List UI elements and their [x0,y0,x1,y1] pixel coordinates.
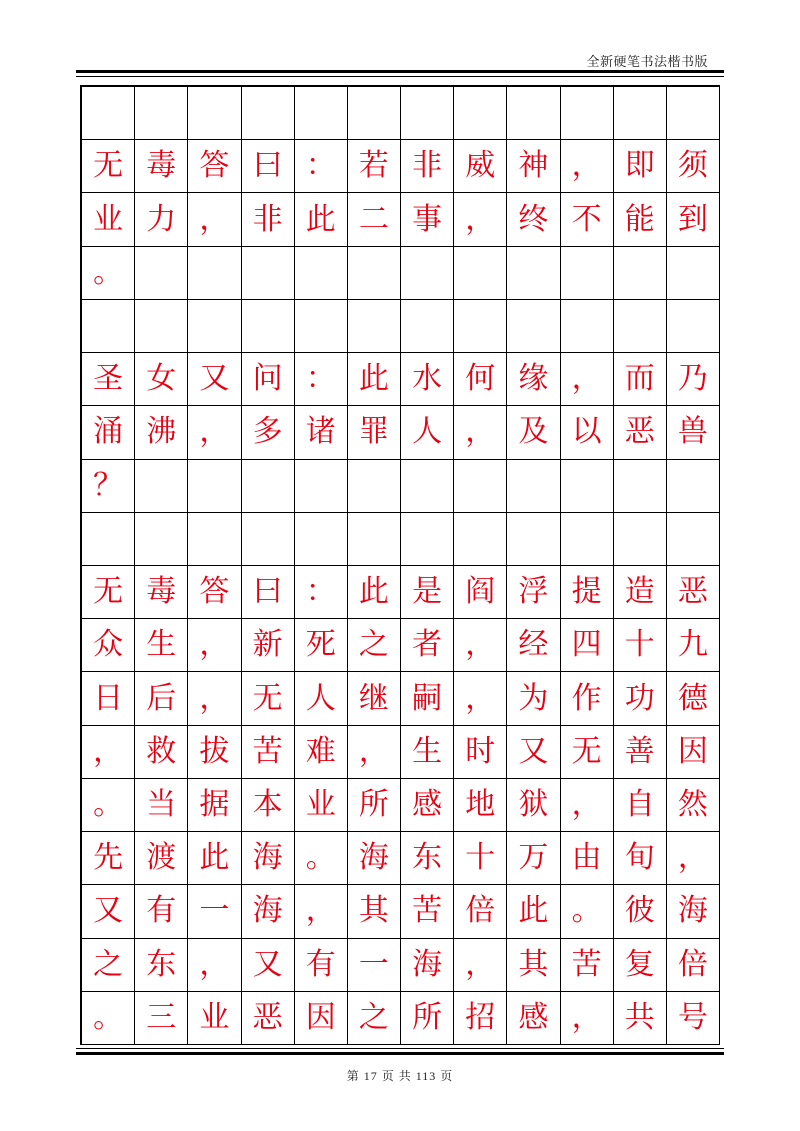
grid-cell: 到 [667,193,720,246]
grid-cell: 海 [348,832,401,885]
grid-cell: 德 [667,672,720,725]
grid-cell [135,513,188,566]
grid-cell: 复 [614,939,667,992]
grid-cell: 生 [135,619,188,672]
grid-cell: 威 [454,140,507,193]
grid-cell [242,87,295,140]
grid-cell: 非 [242,193,295,246]
grid-cell: ， [188,672,241,725]
grid-cell: 由 [561,832,614,885]
grid-cell [188,513,241,566]
grid-cell: 此 [348,566,401,619]
grid-cell: 业 [82,193,135,246]
grid-cell: ， [188,406,241,459]
grid-cell [401,247,454,300]
grid-cell: ， [348,726,401,779]
grid-cell: 十 [454,832,507,885]
grid-cell [454,460,507,513]
grid-cell [507,247,560,300]
grid-cell: 苦 [401,885,454,938]
grid-cell: 造 [614,566,667,619]
grid-cell: 生 [401,726,454,779]
document-title: 全新硬笔书法楷书版 [586,55,708,70]
grid-cell: ， [561,140,614,193]
grid-cell: 。 [82,992,135,1045]
grid-cell: 须 [667,140,720,193]
grid-cell: 有 [135,885,188,938]
grid-cell: 非 [401,140,454,193]
grid-cell: 十 [614,619,667,672]
grid-cell: 海 [667,885,720,938]
grid-cell: 乃 [667,353,720,406]
grid-cell [401,87,454,140]
grid-cell [561,460,614,513]
grid-cell: 答 [188,140,241,193]
grid-cell: ： [295,353,348,406]
grid-cell [82,87,135,140]
grid-cell: 然 [667,779,720,832]
grid-cell: 多 [242,406,295,459]
grid-cell [242,247,295,300]
grid-cell: ， [454,406,507,459]
grid-cell: 。 [82,247,135,300]
grid-cell [242,300,295,353]
grid-cell [188,87,241,140]
grid-cell [348,87,401,140]
grid-cell: 继 [348,672,401,725]
grid-cell: 招 [454,992,507,1045]
grid-cell [507,513,560,566]
grid-cell: 难 [295,726,348,779]
grid-cell: 。 [82,779,135,832]
grid-cell [561,247,614,300]
grid-cell: 渡 [135,832,188,885]
grid-cell: 地 [454,779,507,832]
grid-cell [242,513,295,566]
grid-cell: 终 [507,193,560,246]
grid-cell: 感 [507,992,560,1045]
grid-cell: 恶 [667,566,720,619]
grid-cell: ， [454,193,507,246]
grid-cell [507,300,560,353]
grid-cell: ， [667,832,720,885]
grid-cell: ， [454,672,507,725]
grid-cell: 一 [348,939,401,992]
grid-cell [667,300,720,353]
grid-cell [561,300,614,353]
grid-cell: 二 [348,193,401,246]
grid-cell [82,300,135,353]
grid-cell: 救 [135,726,188,779]
grid-cell: ， [188,939,241,992]
grid-cell [401,460,454,513]
grid-cell: 女 [135,353,188,406]
grid-cell [454,513,507,566]
grid-cell: 倍 [667,939,720,992]
grid-cell: 九 [667,619,720,672]
grid-cell: 曰 [242,566,295,619]
grid-cell: 何 [454,353,507,406]
grid-cell: ， [82,726,135,779]
grid-cell: 其 [348,885,401,938]
grid-cell: 事 [401,193,454,246]
grid-cell: 神 [507,140,560,193]
grid-cell: 海 [401,939,454,992]
grid-cell [507,460,560,513]
grid-cell [667,460,720,513]
grid-cell [348,513,401,566]
grid-cell [667,247,720,300]
grid-cell: ： [295,140,348,193]
grid-cell [188,247,241,300]
grid-cell: 号 [667,992,720,1045]
grid-cell: 感 [401,779,454,832]
grid-cell [614,300,667,353]
grid-cell [454,247,507,300]
grid-cell: ， [454,619,507,672]
grid-cell: 作 [561,672,614,725]
grid-cell: 涌 [82,406,135,459]
grid-cell: 一 [188,885,241,938]
grid-cell: 又 [188,353,241,406]
grid-cell: 苦 [561,939,614,992]
grid-cell: 又 [242,939,295,992]
grid-cell [188,460,241,513]
grid-cell: 善 [614,726,667,779]
grid-cell: 拔 [188,726,241,779]
grid-cell: ， [295,885,348,938]
grid-cell [135,247,188,300]
page-number: 第 17 页 共 113 页 [346,1069,454,1083]
grid-cell [348,247,401,300]
grid-cell: 人 [401,406,454,459]
grid-cell: 先 [82,832,135,885]
grid-cell: 自 [614,779,667,832]
grid-cell: 是 [401,566,454,619]
grid-cell: ， [454,939,507,992]
calligraphy-practice-grid [80,85,720,1045]
grid-cell: 而 [614,353,667,406]
grid-cell: 当 [135,779,188,832]
grid-cell: 死 [295,619,348,672]
grid-cell: 力 [135,193,188,246]
grid-cell: ： [295,566,348,619]
grid-cell [188,300,241,353]
grid-cell [507,87,560,140]
grid-cell: 其 [507,939,560,992]
grid-cell: 恶 [614,406,667,459]
grid-cell: 能 [614,193,667,246]
grid-cell: 四 [561,619,614,672]
grid-cell: 新 [242,619,295,672]
grid-cell: 为 [507,672,560,725]
grid-cell: 后 [135,672,188,725]
grid-cell: 又 [507,726,560,779]
grid-cell [82,513,135,566]
grid-cell: 旬 [614,832,667,885]
grid-cell: ， [188,193,241,246]
grid-cell: 三 [135,992,188,1045]
grid-cell: 功 [614,672,667,725]
grid-cell: 之 [82,939,135,992]
grid-cell [242,460,295,513]
grid-cell: 因 [295,992,348,1045]
grid-cell: 毒 [135,140,188,193]
grid-cell [348,460,401,513]
grid-cell: 万 [507,832,560,885]
grid-cell: 所 [348,779,401,832]
grid-cell [454,87,507,140]
grid-cell: 毒 [135,566,188,619]
grid-cell [295,460,348,513]
grid-cell: 因 [667,726,720,779]
grid-cell: 无 [242,672,295,725]
grid-cell: 无 [82,140,135,193]
grid-cell [295,87,348,140]
grid-cell: 无 [82,566,135,619]
grid-cell: 此 [507,885,560,938]
grid-cell: 提 [561,566,614,619]
grid-cell: 水 [401,353,454,406]
grid-cell: 无 [561,726,614,779]
grid-cell: 日 [82,672,135,725]
grid-cell [614,513,667,566]
grid-cell [135,300,188,353]
grid-cell: 之 [348,619,401,672]
grid-cell: 之 [348,992,401,1045]
grid-cell: 即 [614,140,667,193]
grid-cell: 问 [242,353,295,406]
grid-cell: ， [561,353,614,406]
grid-cell: 海 [242,832,295,885]
grid-cell: 狱 [507,779,560,832]
grid-cell: 倍 [454,885,507,938]
grid-cell: 。 [561,885,614,938]
grid-cell: ？ [82,460,135,513]
grid-cell [295,247,348,300]
grid-cell [401,513,454,566]
grid-cell: 答 [188,566,241,619]
grid-cell: 所 [401,992,454,1045]
grid-cell: 此 [188,832,241,885]
grid-cell: 又 [82,885,135,938]
grid-cell: 不 [561,193,614,246]
grid-cell: 此 [348,353,401,406]
grid-cell: 阎 [454,566,507,619]
grid-cell: 恶 [242,992,295,1045]
grid-cell [614,87,667,140]
grid-cell: 此 [295,193,348,246]
grid-cell: 东 [135,939,188,992]
grid-cell: 东 [401,832,454,885]
grid-cell [135,460,188,513]
grid-cell: 。 [295,832,348,885]
header-rule-thin [76,76,724,77]
grid-cell: 本 [242,779,295,832]
grid-cell: 彼 [614,885,667,938]
grid-cell: 海 [242,885,295,938]
grid-cell [614,247,667,300]
grid-cell: 业 [295,779,348,832]
grid-cell: 人 [295,672,348,725]
grid-cell: ， [188,619,241,672]
grid-cell: 兽 [667,406,720,459]
grid-cell: 据 [188,779,241,832]
grid-cell: 若 [348,140,401,193]
grid-cell [667,87,720,140]
grid-cell: 以 [561,406,614,459]
grid-cell: 浮 [507,566,560,619]
grid-cell: ， [561,779,614,832]
grid-cell [614,460,667,513]
grid-cell: 经 [507,619,560,672]
grid-cell: ， [561,992,614,1045]
grid-cell: 共 [614,992,667,1045]
grid-cell [295,513,348,566]
grid-cell: 者 [401,619,454,672]
grid-cell: 有 [295,939,348,992]
grid-cell: 业 [188,992,241,1045]
grid-cell: 苦 [242,726,295,779]
grid-cell: 诸 [295,406,348,459]
grid-cell: 曰 [242,140,295,193]
grid-cell [135,87,188,140]
grid-cell: 嗣 [401,672,454,725]
grid-cell [561,513,614,566]
grid-cell [667,513,720,566]
grid-cell: 圣 [82,353,135,406]
footer-rule-thin [76,1048,724,1049]
grid-cell [454,300,507,353]
grid-cell: 及 [507,406,560,459]
grid-cell: 时 [454,726,507,779]
grid-cell: 缘 [507,353,560,406]
grid-cell: 沸 [135,406,188,459]
grid-cell [348,300,401,353]
footer-rule-thick [76,1052,724,1055]
grid-cell [401,300,454,353]
grid-cell [295,300,348,353]
grid-cell: 众 [82,619,135,672]
grid-cell [561,87,614,140]
header-rule-thick [76,70,724,73]
grid-cell: 罪 [348,406,401,459]
